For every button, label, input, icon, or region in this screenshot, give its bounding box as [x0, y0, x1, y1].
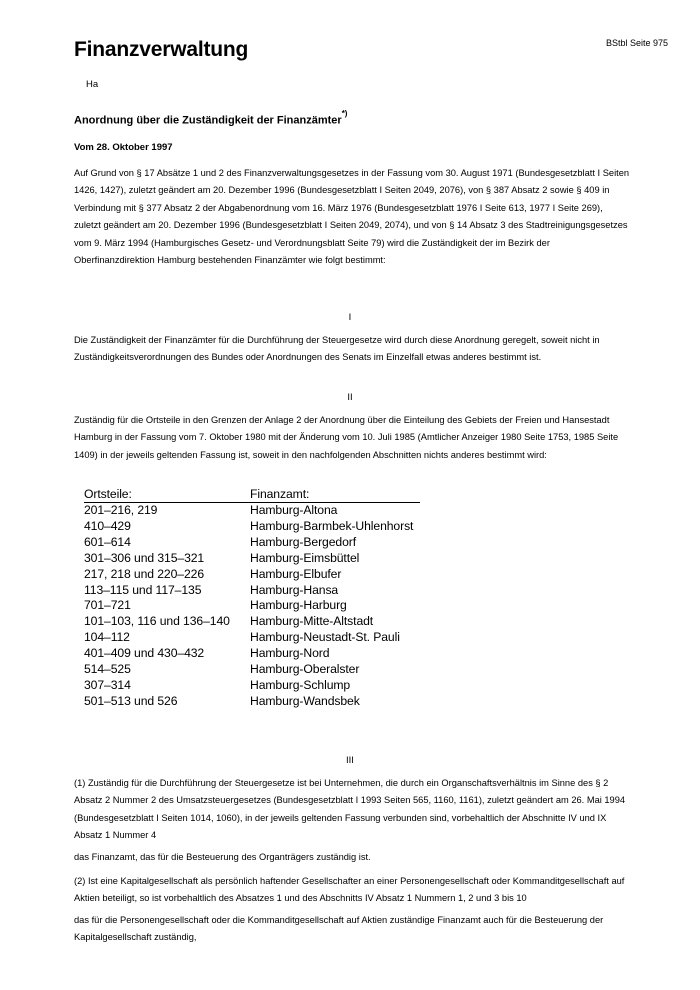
tax-office-cell: Hamburg-Hansa	[250, 582, 339, 597]
district-cell: 113–115 und 117–135	[84, 582, 202, 597]
document-title	[74, 109, 348, 127]
table-row	[84, 630, 420, 646]
table-row	[84, 551, 420, 567]
tax-office-cell: Hamburg-Bergedorf	[250, 534, 357, 549]
tax-office-cell: Hamburg-Harburg	[250, 598, 347, 613]
tax-office-cell: Hamburg-Eimsbüttel	[250, 550, 360, 565]
tax-office-cell: Hamburg-Altona	[250, 503, 338, 517]
table-row	[84, 598, 420, 614]
page-reference: BStbl Seite 975	[605, 38, 668, 48]
author-initials: Ha	[86, 79, 99, 90]
section-3-paragraph-2: das Finanzamt, das für die Besteuerung des Organträgers zuständig ist.	[74, 852, 371, 862]
district-cell: 217, 218 und 220–226	[84, 566, 204, 581]
district-cell: 101–103, 116 und 136–140	[84, 614, 230, 629]
table-row	[84, 694, 420, 710]
tax-office-cell: Hamburg-Barmbek-Uhlenhorst	[250, 518, 414, 533]
district-cell: 307–314	[84, 677, 131, 692]
section-3-paragraph-4: das für die Personengesellschaft oder die Kommanditgesellschaft auf Aktien zuständige Finanzamt auch für die Besteuerung der Kapitalgesellschaft zuständig,	[74, 915, 604, 943]
district-cell: 401–409 und 430–432	[84, 646, 205, 661]
tax-office-cell: Hamburg-Oberalster	[250, 662, 360, 677]
document-title-text: Anordnung über die Zuständigkeit der Finanzämter	[74, 114, 342, 127]
section-2-paragraph: Zuständig für die Ortsteile in den Grenzen der Anlage 2 der Anordnung über die Einteilung des Gebiets der Freien und Hansestadt Hamburg in der Fassung vom 7. Oktober 1980 mit der Änderung vom 10. Juli 1985 (Amtlicher Anzeiger 1980 Seite 1753, 1985 Seite 1409) in der jeweils geltenden Fassung ist, soweit in den nachfolgenden Abschnitten nichts anderes bestimmt wird:	[74, 415, 619, 460]
table-row	[84, 519, 420, 535]
tax-office-cell: Hamburg-Neustadt-St. Pauli	[250, 630, 400, 645]
district-cell: 501–513 und 526	[84, 693, 178, 708]
table-row	[84, 567, 420, 583]
tax-office-cell: Hamburg-Schlump	[250, 677, 351, 692]
table-header-row	[84, 486, 420, 503]
district-cell: 201–216, 219	[84, 503, 158, 517]
table-row	[84, 583, 420, 599]
tax-office-cell: Hamburg-Mitte-Altstadt	[250, 614, 374, 629]
table-header-tax-office: Finanzamt:	[250, 486, 420, 503]
district-cell: 104–112	[84, 630, 130, 645]
section-3-paragraph-1: (1) Zuständig für die Durchführung der Steuergesetze ist bei Unternehmen, die durch ein Organschaftsverhältnis im Sinne des § 2 Absatz 2 Nummer 2 des Umsatzsteuergesetzes (Bundesgesetzblatt I 1993 Seiten 565, 1160, 1161), zuletzt geändert am 26. Mai 1994 (Bundesgesetzblatt I Seiten 1014, 1060), in der jeweils geltenden Fassung verbunden sind, vorbehaltlich der Abschnitte IV und IX Absatz 1 Nummer 4	[74, 778, 626, 841]
table-header-districts: Ortsteile:	[84, 486, 250, 503]
district-cell: 601–614	[84, 534, 131, 549]
tax-office-cell: Hamburg-Nord	[250, 646, 330, 661]
tax-office-cell: Hamburg-Elbufer	[250, 566, 342, 581]
section-number-3: III	[346, 755, 354, 766]
tax-office-table	[84, 486, 420, 710]
intro-paragraph: Auf Grund von § 17 Absätze 1 und 2 des Finanzverwaltungsgesetzes in der Fassung vom 30. August 1971 (Bundesgesetzblatt I Seiten 1426, 1427), zuletzt geändert am 20. Dezember 1996 (Bundesgesetzblatt I Seiten 2049, 2076), von § 387 Absatz 2 sowie § 409 in Verbindung mit § 377 Absatz 2 der Abgabenordnung vom 16. März 1976 (Bundesgesetzblatt 1976 I Seite 613, 1977 I Seite 269), zuletzt geändert am 20. Dezember 1996 (Bundesgesetzblatt I Seiten 2049, 2074), und von § 14 Absatz 3 des Stadtreinigungsgesetzes vom 9. März 1994 (Hamburgisches Gesetz- und Verordnungsblatt Seite 79) wird die Zuständigkeit der im Bezirk der Oberfinanzdirektion Hamburg bestehenden Finanzämter wie folgt bestimmt:	[74, 168, 630, 266]
table-row	[84, 646, 420, 662]
section-1-paragraph: Die Zuständigkeit der Finanzämter für die Durchführung der Steuergesetze wird durch diese Anordnung geregelt, soweit nicht in Zuständigkeitsverordnungen des Bundes oder Anordnungen des Senats im Einzelfall etwas anderes bestimmt ist.	[74, 335, 600, 363]
district-cell: 410–429	[84, 518, 131, 533]
table-row	[84, 614, 420, 630]
table-row	[84, 678, 420, 694]
table-row	[84, 662, 420, 678]
table-row	[84, 535, 420, 551]
district-cell: 514–525	[84, 662, 131, 677]
table-row	[84, 503, 420, 519]
section-number-2: II	[347, 392, 353, 403]
section-3-paragraph-3: (2) Ist eine Kapitalgesellschaft als persönlich haftender Gesellschafter an einer Personengesellschaft oder Kommanditgesellschaft auf Aktien beteiligt, so ist vorbehaltlich des Absatzes 1 und des Abschnitts IV Absatz 1 Nummern 1, 2 und 3 bis 10	[74, 876, 625, 904]
footnote-mark: *)	[341, 109, 348, 118]
section-title: Finanzverwaltung	[74, 38, 249, 61]
district-cell: 701–721	[84, 598, 131, 613]
tax-office-cell: Hamburg-Wandsbek	[250, 693, 360, 708]
section-number-1: I	[348, 312, 352, 323]
document-date: Vom 28. Oktober 1997	[74, 142, 173, 153]
district-cell: 301–306 und 315–321	[84, 550, 205, 565]
